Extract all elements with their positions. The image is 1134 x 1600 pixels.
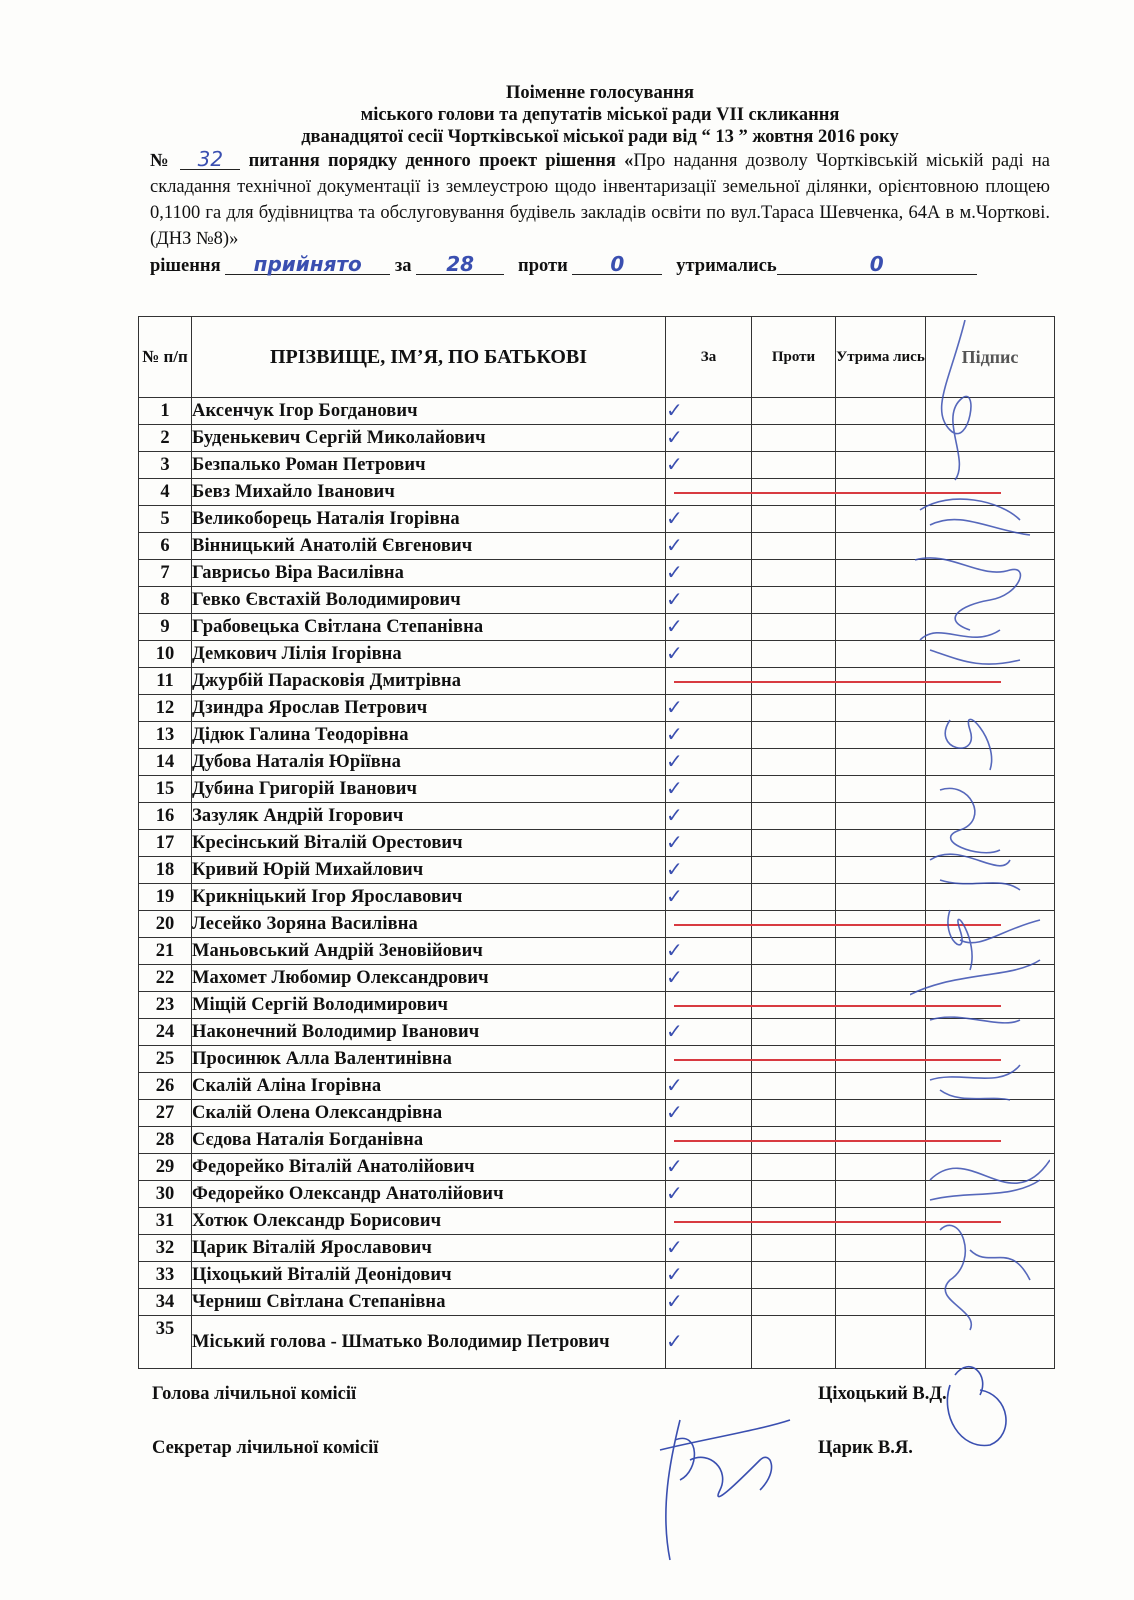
row-vote-utr [836, 749, 926, 776]
row-signature [926, 911, 1055, 938]
checkmark-icon: ✓ [666, 695, 683, 719]
row-vote-proty [752, 1316, 836, 1369]
row-name: Міський голова - Шматько Володимир Петрович [192, 1316, 666, 1369]
row-name: Міщій Сергій Володимирович [192, 992, 666, 1019]
row-name: Сєдова Наталія Богданівна [192, 1127, 666, 1154]
row-signature [926, 641, 1055, 668]
row-vote-utr [836, 695, 926, 722]
row-vote-za [666, 668, 752, 695]
row-signature [926, 1046, 1055, 1073]
table-row [139, 722, 1055, 749]
row-vote-proty [752, 1154, 836, 1181]
row-signature [926, 533, 1055, 560]
row-vote-za [666, 857, 752, 884]
table-row [139, 1019, 1055, 1046]
table-row [139, 668, 1055, 695]
row-number: 32 [139, 1235, 192, 1262]
row-name: Бевз Михайло Іванович [192, 479, 666, 506]
header-name: ПРІЗВИЩЕ, ІМ’Я, ПО БАТЬКОВІ [192, 317, 666, 398]
row-number: 17 [139, 830, 192, 857]
row-name: Аксенчук Ігор Богданович [192, 398, 666, 425]
row-vote-proty [752, 884, 836, 911]
row-vote-utr [836, 641, 926, 668]
row-vote-utr [836, 857, 926, 884]
row-vote-utr [836, 506, 926, 533]
row-name: Гаврисьо Віра Василівна [192, 560, 666, 587]
row-number: 28 [139, 1127, 192, 1154]
row-signature [926, 830, 1055, 857]
session-line: дванадцятої сесії Чортківської міської ради від “ 13 ” жовтня 2016 року [301, 127, 899, 147]
row-vote-za [666, 1046, 752, 1073]
row-name: Черниш Світлана Степанівна [192, 1289, 666, 1316]
checkmark-icon: ✓ [666, 560, 683, 584]
row-vote-za [666, 560, 752, 587]
row-signature [926, 965, 1055, 992]
table-header-row [139, 317, 1055, 398]
row-number: 33 [139, 1262, 192, 1289]
row-vote-utr [836, 1019, 926, 1046]
row-signature [926, 425, 1055, 452]
row-vote-za [666, 1316, 752, 1369]
row-vote-utr [836, 614, 926, 641]
row-number: 22 [139, 965, 192, 992]
row-vote-za [666, 1208, 752, 1235]
utr-value: 0 [777, 254, 977, 275]
row-vote-za [666, 884, 752, 911]
row-vote-utr [836, 452, 926, 479]
checkmark-icon: ✓ [666, 1329, 683, 1353]
checkmark-icon: ✓ [666, 965, 683, 989]
row-vote-proty [752, 938, 836, 965]
row-vote-proty [752, 803, 836, 830]
item-bold-text: питання порядку денного проект рішення « [248, 151, 634, 171]
row-number: 12 [139, 695, 192, 722]
row-signature [926, 1208, 1055, 1235]
header-utr: Утрима лись [836, 317, 926, 398]
row-signature [926, 1154, 1055, 1181]
checkmark-icon: ✓ [666, 398, 683, 422]
row-number: 25 [139, 1046, 192, 1073]
row-vote-za [666, 614, 752, 641]
row-vote-utr [836, 884, 926, 911]
row-vote-za [666, 965, 752, 992]
checkmark-icon: ✓ [666, 506, 683, 530]
row-vote-proty [752, 587, 836, 614]
row-vote-proty [752, 398, 836, 425]
row-vote-proty [752, 1100, 836, 1127]
checkmark-icon: ✓ [666, 884, 683, 908]
votes-table [138, 316, 1055, 1369]
header-za: За [666, 317, 752, 398]
table-row [139, 1127, 1055, 1154]
row-number: 24 [139, 1019, 192, 1046]
row-vote-proty [752, 506, 836, 533]
row-vote-za [666, 1289, 752, 1316]
checkmark-icon: ✓ [666, 1073, 683, 1097]
row-signature [926, 1127, 1055, 1154]
checkmark-icon: ✓ [666, 641, 683, 665]
row-name: Безпалько Роман Петрович [192, 452, 666, 479]
row-signature [926, 1235, 1055, 1262]
row-name: Кривий Юрій Михайлович [192, 857, 666, 884]
table-row [139, 830, 1055, 857]
row-number: 10 [139, 641, 192, 668]
row-vote-za [666, 479, 752, 506]
checkmark-icon: ✓ [666, 803, 683, 827]
row-name: Вінницький Анатолій Євгенович [192, 533, 666, 560]
row-vote-utr [836, 398, 926, 425]
row-vote-proty [752, 722, 836, 749]
row-name: Федорейко Олександр Анатолійович [192, 1181, 666, 1208]
doc-title: Поіменне голосування [505, 83, 695, 103]
table-row [139, 776, 1055, 803]
row-vote-za [666, 425, 752, 452]
item-number: 32 [180, 149, 240, 170]
row-number: 8 [139, 587, 192, 614]
row-vote-za [666, 641, 752, 668]
row-name: Зазуляк Андрій Ігорович [192, 803, 666, 830]
row-vote-za [666, 1100, 752, 1127]
row-signature [926, 1100, 1055, 1127]
row-name: Джурбій Парасковія Дмитрівна [192, 668, 666, 695]
table-row [139, 749, 1055, 776]
row-signature [926, 695, 1055, 722]
row-number: 16 [139, 803, 192, 830]
table-row [139, 425, 1055, 452]
row-number: 35 [139, 1316, 192, 1369]
row-vote-za [666, 776, 752, 803]
row-signature [926, 857, 1055, 884]
row-number: 3 [139, 452, 192, 479]
secretary-label: Секретар лічильної комісії [152, 1438, 379, 1458]
table-row [139, 884, 1055, 911]
checkmark-icon: ✓ [666, 722, 683, 746]
row-vote-za [666, 938, 752, 965]
row-vote-proty [752, 965, 836, 992]
chair-signature [930, 1355, 1020, 1455]
row-vote-za [666, 911, 752, 938]
row-name: Федорейко Віталій Анатолійович [192, 1154, 666, 1181]
row-vote-proty [752, 1181, 836, 1208]
table-row [139, 560, 1055, 587]
row-vote-utr [836, 1235, 926, 1262]
row-name: Царик Віталій Ярославович [192, 1235, 666, 1262]
proty-label: проти [518, 256, 568, 276]
decision-label: рішення [150, 256, 221, 276]
row-name: Буденькевич Сергій Миколайович [192, 425, 666, 452]
row-signature [926, 803, 1055, 830]
row-signature [926, 668, 1055, 695]
row-number: 23 [139, 992, 192, 1019]
row-vote-utr [836, 1154, 926, 1181]
row-name: Великоборець Наталія Ігорівна [192, 506, 666, 533]
row-name: Дубина Григорій Іванович [192, 776, 666, 803]
row-vote-proty [752, 749, 836, 776]
item-prefix: № [150, 151, 173, 171]
row-vote-za [666, 1154, 752, 1181]
row-name: Дідюк Галина Теодорівна [192, 722, 666, 749]
table-row [139, 911, 1055, 938]
row-vote-utr [836, 722, 926, 749]
row-vote-za [666, 722, 752, 749]
row-number: 29 [139, 1154, 192, 1181]
utr-label: утримались [676, 256, 777, 276]
row-signature [926, 560, 1055, 587]
row-name: Махомет Любомир Олександрович [192, 965, 666, 992]
row-vote-za [666, 587, 752, 614]
table-row [139, 506, 1055, 533]
row-number: 26 [139, 1073, 192, 1100]
row-number: 7 [139, 560, 192, 587]
row-name: Демкович Лілія Ігорівна [192, 641, 666, 668]
checkmark-icon: ✓ [666, 425, 683, 449]
row-vote-utr [836, 560, 926, 587]
chair-name: Ціхоцький В.Д. [818, 1384, 947, 1404]
secretary-signature [640, 1400, 800, 1570]
document-header [150, 82, 1050, 278]
row-signature [926, 776, 1055, 803]
row-vote-za [666, 1181, 752, 1208]
row-signature [926, 506, 1055, 533]
table-row [139, 1073, 1055, 1100]
row-signature [926, 1262, 1055, 1289]
row-vote-za [666, 695, 752, 722]
row-vote-za [666, 398, 752, 425]
row-name: Дзиндра Ярослав Петрович [192, 695, 666, 722]
table-row [139, 1181, 1055, 1208]
row-vote-za [666, 992, 752, 1019]
table-row [139, 1100, 1055, 1127]
row-vote-proty [752, 533, 836, 560]
row-number: 2 [139, 425, 192, 452]
table-row [139, 1289, 1055, 1316]
row-vote-utr [836, 1073, 926, 1100]
row-number: 14 [139, 749, 192, 776]
row-vote-proty [752, 1235, 836, 1262]
table-row [139, 452, 1055, 479]
row-vote-proty [752, 830, 836, 857]
row-vote-utr [836, 776, 926, 803]
doc-subtitle: міського голови та депутатів міської ради VII скликання [360, 105, 840, 125]
checkmark-icon: ✓ [666, 830, 683, 854]
row-name: Наконечний Володимир Іванович [192, 1019, 666, 1046]
row-signature [926, 1073, 1055, 1100]
row-signature [926, 1181, 1055, 1208]
row-vote-za [666, 1262, 752, 1289]
checkmark-icon: ✓ [666, 749, 683, 773]
row-vote-utr [836, 830, 926, 857]
table-row [139, 533, 1055, 560]
row-signature [926, 479, 1055, 506]
row-name: Скалій Олена Олександрівна [192, 1100, 666, 1127]
row-vote-proty [752, 1289, 836, 1316]
row-vote-utr [836, 533, 926, 560]
row-vote-za [666, 1127, 752, 1154]
checkmark-icon: ✓ [666, 533, 683, 557]
item-text: Про надання дозволу Чортківській міській раді на складання технічної документації із землеустрою щодо інвентаризації земельної ділянки, орієнтовною площею 0,1100 га для будівництва та обслуговування будівель закладів освіти по вул.Тараса Шевченка, 64А в м.Чорткові.(ДНЗ №8)» [150, 151, 1051, 249]
agenda-item [150, 148, 1050, 252]
row-vote-za [666, 1235, 752, 1262]
table-row [139, 1208, 1055, 1235]
row-number: 5 [139, 506, 192, 533]
row-number: 18 [139, 857, 192, 884]
row-vote-proty [752, 614, 836, 641]
table-row [139, 641, 1055, 668]
row-number: 13 [139, 722, 192, 749]
table-row [139, 614, 1055, 641]
row-number: 30 [139, 1181, 192, 1208]
table-row [139, 398, 1055, 425]
table-row [139, 938, 1055, 965]
row-signature [926, 992, 1055, 1019]
checkmark-icon: ✓ [666, 1181, 683, 1205]
row-vote-utr [836, 1316, 926, 1369]
row-signature [926, 884, 1055, 911]
checkmark-icon: ✓ [666, 938, 683, 962]
row-vote-utr [836, 1181, 926, 1208]
row-vote-utr [836, 1262, 926, 1289]
row-number: 20 [139, 911, 192, 938]
row-number: 31 [139, 1208, 192, 1235]
table-row [139, 479, 1055, 506]
table-row [139, 1262, 1055, 1289]
row-vote-za [666, 1019, 752, 1046]
row-name: Дубова Наталія Юріївна [192, 749, 666, 776]
row-signature [926, 452, 1055, 479]
row-vote-za [666, 749, 752, 776]
row-vote-utr [836, 938, 926, 965]
proty-value: 0 [572, 254, 662, 275]
row-vote-proty [752, 452, 836, 479]
row-name: Ціхоцький Віталій Деонідович [192, 1262, 666, 1289]
row-signature [926, 938, 1055, 965]
row-vote-utr [836, 803, 926, 830]
checkmark-icon: ✓ [666, 614, 683, 638]
row-vote-proty [752, 560, 836, 587]
row-signature [926, 587, 1055, 614]
row-signature [926, 614, 1055, 641]
row-number: 11 [139, 668, 192, 695]
result-line [150, 254, 1050, 278]
checkmark-icon: ✓ [666, 587, 683, 611]
row-vote-za [666, 452, 752, 479]
row-number: 21 [139, 938, 192, 965]
row-vote-proty [752, 695, 836, 722]
table-row [139, 587, 1055, 614]
row-vote-utr [836, 587, 926, 614]
row-name: Скалій Аліна Ігорівна [192, 1073, 666, 1100]
header-sig: Підпис [926, 317, 1055, 398]
row-signature [926, 398, 1055, 425]
row-vote-proty [752, 425, 836, 452]
row-number: 1 [139, 398, 192, 425]
table-row [139, 803, 1055, 830]
table-row [139, 695, 1055, 722]
table-row [139, 992, 1055, 1019]
row-signature [926, 1289, 1055, 1316]
votes-body [139, 398, 1055, 1369]
table-row [139, 1154, 1055, 1181]
row-number: 15 [139, 776, 192, 803]
header-proty: Проти [752, 317, 836, 398]
row-vote-utr [836, 965, 926, 992]
table-row [139, 1046, 1055, 1073]
chair-label: Голова лічильної комісії [152, 1384, 357, 1404]
row-vote-proty [752, 857, 836, 884]
row-name: Кресінський Віталій Орестович [192, 830, 666, 857]
row-name: Хотюк Олександр Борисович [192, 1208, 666, 1235]
za-label: за [394, 256, 412, 276]
checkmark-icon: ✓ [666, 857, 683, 881]
checkmark-icon: ✓ [666, 452, 683, 476]
row-vote-utr [836, 1289, 926, 1316]
table-row [139, 857, 1055, 884]
checkmark-icon: ✓ [666, 1154, 683, 1178]
table-row [139, 965, 1055, 992]
row-number: 34 [139, 1289, 192, 1316]
row-name: Просинюк Алла Валентинівна [192, 1046, 666, 1073]
row-name: Гевко Євстахій Володимирович [192, 587, 666, 614]
header-num: № п/п [139, 317, 192, 398]
checkmark-icon: ✓ [666, 1019, 683, 1043]
checkmark-icon: ✓ [666, 776, 683, 800]
row-vote-za [666, 803, 752, 830]
row-name: Маньовський Андрій Зеновійович [192, 938, 666, 965]
row-number: 4 [139, 479, 192, 506]
row-vote-za [666, 830, 752, 857]
row-number: 19 [139, 884, 192, 911]
row-vote-proty [752, 1262, 836, 1289]
checkmark-icon: ✓ [666, 1262, 683, 1286]
row-signature [926, 1019, 1055, 1046]
secretary-name: Царик В.Я. [818, 1438, 913, 1458]
checkmark-icon: ✓ [666, 1100, 683, 1124]
row-vote-utr [836, 1100, 926, 1127]
row-vote-za [666, 1073, 752, 1100]
row-vote-za [666, 506, 752, 533]
row-vote-proty [752, 1073, 836, 1100]
table-row [139, 1316, 1055, 1369]
row-vote-proty [752, 1019, 836, 1046]
row-signature [926, 749, 1055, 776]
decision-value: прийнято [225, 254, 390, 275]
row-vote-utr [836, 425, 926, 452]
row-number: 6 [139, 533, 192, 560]
row-vote-proty [752, 776, 836, 803]
table-row [139, 1235, 1055, 1262]
row-name: Лесейко Зоряна Василівна [192, 911, 666, 938]
row-number: 27 [139, 1100, 192, 1127]
row-signature [926, 722, 1055, 749]
row-vote-za [666, 533, 752, 560]
row-name: Грабовецька Світлана Степанівна [192, 614, 666, 641]
checkmark-icon: ✓ [666, 1289, 683, 1313]
checkmark-icon: ✓ [666, 1235, 683, 1259]
row-vote-proty [752, 641, 836, 668]
za-value: 28 [416, 254, 504, 275]
row-name: Крикніцький Ігор Ярославович [192, 884, 666, 911]
row-number: 9 [139, 614, 192, 641]
